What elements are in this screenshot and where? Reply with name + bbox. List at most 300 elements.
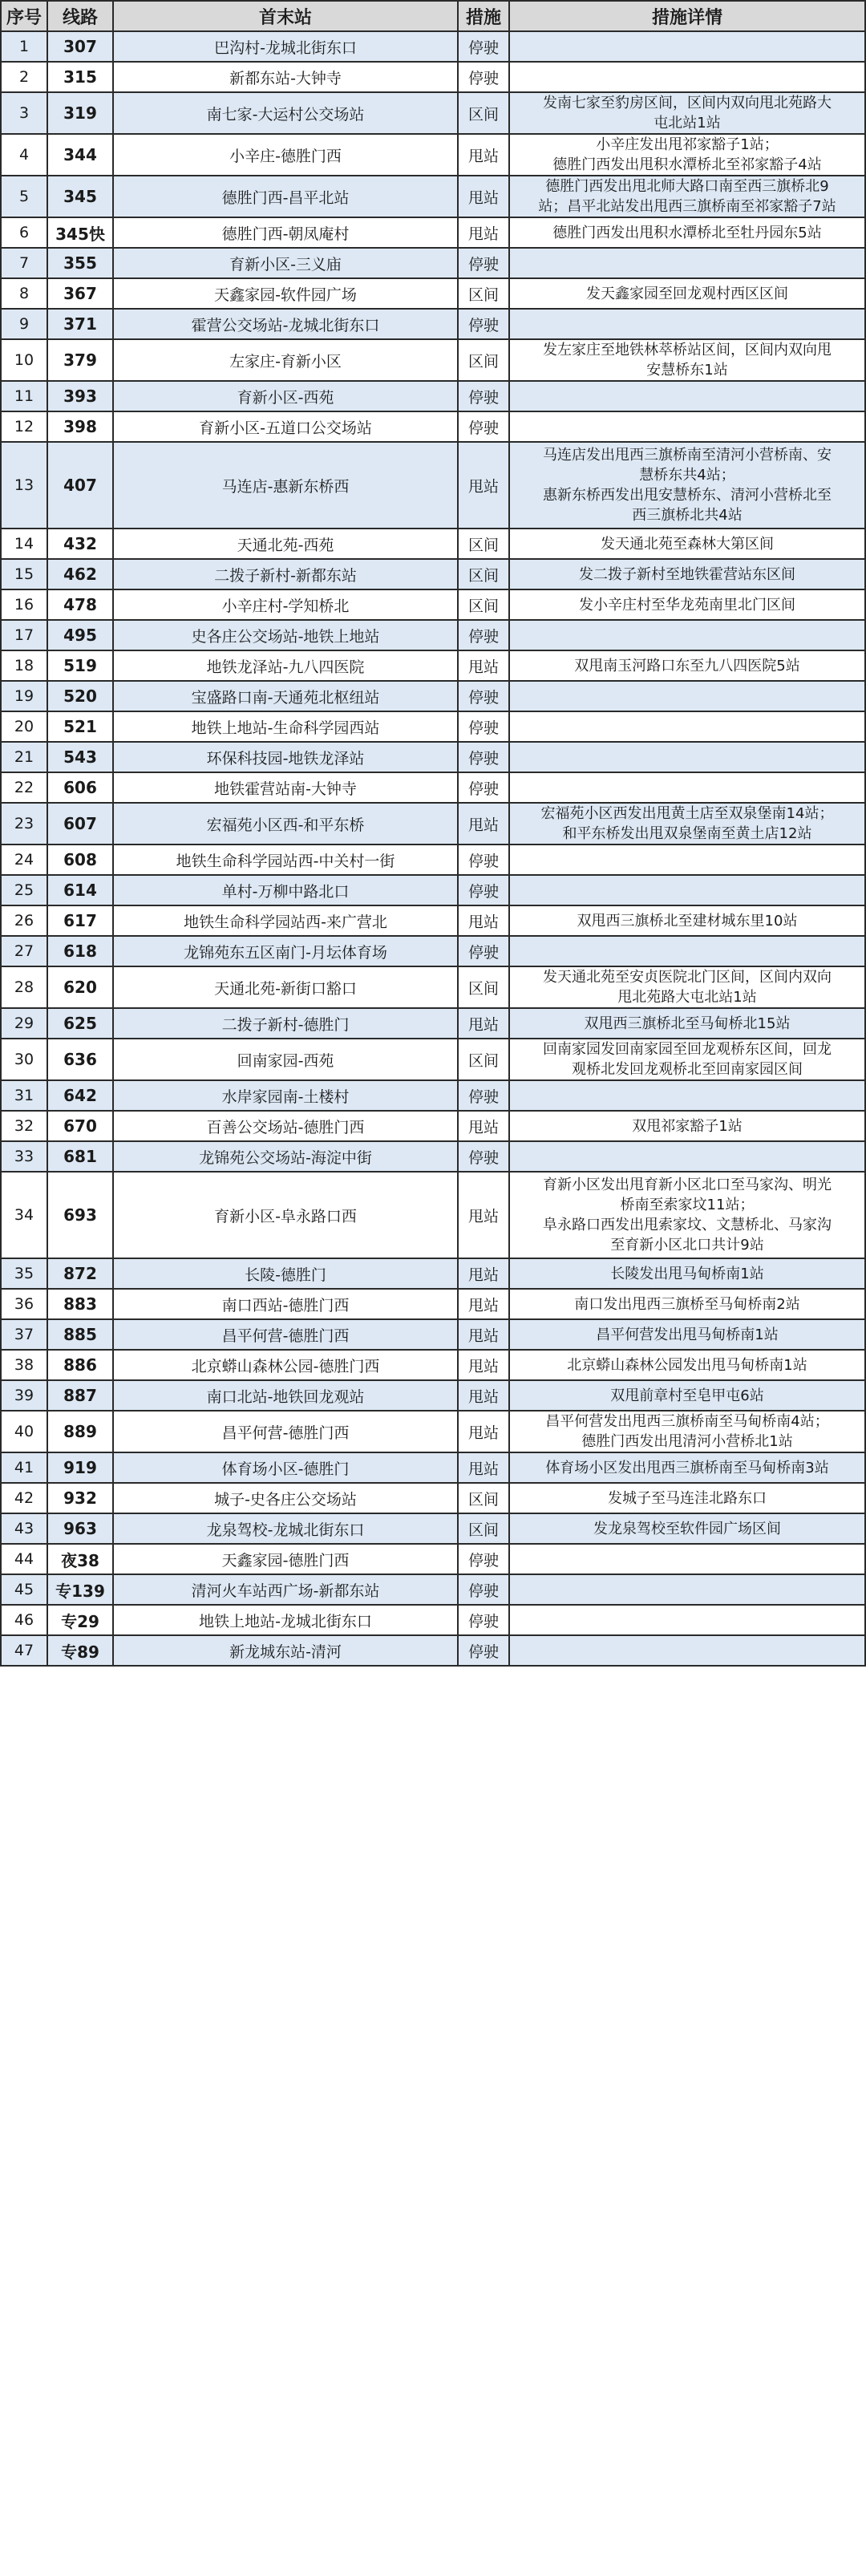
cell-action: 停驶 xyxy=(458,1080,509,1111)
cell-line: 625 xyxy=(47,1008,113,1039)
cell-action: 停驶 xyxy=(458,875,509,905)
details-line: 发南七家至豹房区间，区间内双向甩北苑路大 xyxy=(543,95,832,111)
cell-details xyxy=(509,1172,865,1258)
cell-no: 2 xyxy=(1,62,47,92)
table-row xyxy=(1,1574,865,1605)
cell-line: 617 xyxy=(47,905,113,936)
cell-details xyxy=(509,1635,865,1666)
cell-stops: 昌平何营-德胜门西 xyxy=(113,1411,458,1452)
cell-line: 462 xyxy=(47,559,113,589)
cell-line: 670 xyxy=(47,1111,113,1141)
cell-line: 478 xyxy=(47,589,113,620)
cell-stops: 南口西站-德胜门西 xyxy=(113,1289,458,1319)
cell-stops: 城子-史各庄公交场站 xyxy=(113,1483,458,1513)
cell-details xyxy=(509,1258,865,1289)
cell-action: 停驶 xyxy=(458,1605,509,1635)
cell-line: 919 xyxy=(47,1452,113,1483)
cell-details xyxy=(509,92,865,134)
table-row xyxy=(1,905,865,936)
cell-line: 495 xyxy=(47,620,113,650)
cell-action: 甩站 xyxy=(458,1111,509,1141)
cell-stops: 昌平何营-德胜门西 xyxy=(113,1319,458,1350)
cell-line: 543 xyxy=(47,742,113,772)
cell-details xyxy=(509,442,865,529)
cell-stops: 环保科技园-地铁龙泽站 xyxy=(113,742,458,772)
cell-line: 693 xyxy=(47,1172,113,1258)
table-row xyxy=(1,411,865,442)
cell-details xyxy=(509,1039,865,1080)
cell-no: 6 xyxy=(1,217,47,248)
header-details: 措施详情 xyxy=(509,1,865,31)
cell-action: 甩站 xyxy=(458,217,509,248)
cell-no: 47 xyxy=(1,1635,47,1666)
cell-no: 13 xyxy=(1,442,47,529)
cell-line: 319 xyxy=(47,92,113,134)
details-line: 发龙泉驾校至软件园广场区间 xyxy=(593,1520,781,1537)
cell-line: 607 xyxy=(47,803,113,844)
details-line: 双甩西三旗桥北至马甸桥北15站 xyxy=(584,1015,791,1032)
cell-line: 夜38 xyxy=(47,1544,113,1574)
cell-action: 甩站 xyxy=(458,1172,509,1258)
details-line: 体育场小区发出甩西三旗桥南至马甸桥南3站 xyxy=(545,1459,829,1476)
cell-action: 甩站 xyxy=(458,442,509,529)
cell-stops: 史各庄公交场站-地铁上地站 xyxy=(113,620,458,650)
table-row xyxy=(1,134,865,176)
cell-action: 甩站 xyxy=(458,905,509,936)
cell-details xyxy=(509,278,865,309)
cell-no: 17 xyxy=(1,620,47,650)
cell-action: 停驶 xyxy=(458,1574,509,1605)
cell-details xyxy=(509,1319,865,1350)
cell-action: 停驶 xyxy=(458,1635,509,1666)
cell-no: 14 xyxy=(1,529,47,559)
cell-no: 21 xyxy=(1,742,47,772)
cell-no: 34 xyxy=(1,1172,47,1258)
details-line: 双甩西三旗桥北至建材城东里10站 xyxy=(577,912,798,930)
cell-stops: 宏福苑小区西-和平东桥 xyxy=(113,803,458,844)
cell-no: 12 xyxy=(1,411,47,442)
cell-line: 886 xyxy=(47,1350,113,1380)
cell-action: 甩站 xyxy=(458,1452,509,1483)
table-row xyxy=(1,803,865,844)
cell-stops: 二拨子新村-新都东站 xyxy=(113,559,458,589)
cell-line: 636 xyxy=(47,1039,113,1080)
cell-no: 33 xyxy=(1,1141,47,1172)
cell-action: 停驶 xyxy=(458,844,509,875)
table-row xyxy=(1,1635,865,1666)
cell-no: 16 xyxy=(1,589,47,620)
cell-details xyxy=(509,936,865,966)
cell-details xyxy=(509,875,865,905)
cell-line: 887 xyxy=(47,1380,113,1411)
table-row xyxy=(1,1319,865,1350)
cell-line: 521 xyxy=(47,711,113,742)
details-line: 和平东桥发出甩双泉堡南至黄土店12站 xyxy=(562,825,812,842)
details-line: 宏福苑小区西发出甩黄土店至双泉堡南14站； xyxy=(540,805,834,822)
cell-action: 甩站 xyxy=(458,1008,509,1039)
cell-no: 43 xyxy=(1,1513,47,1544)
cell-stops: 龙泉驾校-龙城北街东口 xyxy=(113,1513,458,1544)
details-line: 德胜门西发出甩积水潭桥北至牡丹园东5站 xyxy=(552,224,822,241)
cell-line: 520 xyxy=(47,681,113,711)
details-line: 甩北苑路大屯北站1站 xyxy=(617,989,757,1006)
table-row xyxy=(1,176,865,217)
cell-action: 停驶 xyxy=(458,936,509,966)
cell-details xyxy=(509,1289,865,1319)
cell-details xyxy=(509,1483,865,1513)
details-line: 发城子至马连洼北路东口 xyxy=(608,1489,767,1507)
table-row xyxy=(1,1483,865,1513)
cell-line: 432 xyxy=(47,529,113,559)
cell-stops: 地铁上地站-生命科学园西站 xyxy=(113,711,458,742)
cell-no: 20 xyxy=(1,711,47,742)
table-row xyxy=(1,772,865,803)
cell-action: 甩站 xyxy=(458,803,509,844)
cell-line: 345快 xyxy=(47,217,113,248)
cell-no: 39 xyxy=(1,1380,47,1411)
cell-details xyxy=(509,31,865,62)
cell-details xyxy=(509,309,865,339)
cell-line: 608 xyxy=(47,844,113,875)
cell-line: 614 xyxy=(47,875,113,905)
cell-details xyxy=(509,589,865,620)
cell-action: 区间 xyxy=(458,1513,509,1544)
cell-action: 停驶 xyxy=(458,31,509,62)
table-row xyxy=(1,62,865,92)
cell-line: 681 xyxy=(47,1141,113,1172)
cell-line: 889 xyxy=(47,1411,113,1452)
details-line: 长陵发出甩马甸桥南1站 xyxy=(610,1265,764,1282)
cell-stops: 育新小区-阜永路口西 xyxy=(113,1172,458,1258)
cell-line: 932 xyxy=(47,1483,113,1513)
header-row xyxy=(1,1,865,31)
cell-no: 44 xyxy=(1,1544,47,1574)
cell-line: 606 xyxy=(47,772,113,803)
cell-stops: 新龙城东站-清河 xyxy=(113,1635,458,1666)
table-row xyxy=(1,681,865,711)
table-row xyxy=(1,442,865,529)
cell-stops: 地铁生命科学园站西-来广营北 xyxy=(113,905,458,936)
table-row xyxy=(1,1411,865,1452)
cell-line: 398 xyxy=(47,411,113,442)
table-row xyxy=(1,620,865,650)
cell-action: 甩站 xyxy=(458,134,509,176)
cell-no: 31 xyxy=(1,1080,47,1111)
table-row xyxy=(1,1008,865,1039)
cell-action: 甩站 xyxy=(458,176,509,217)
cell-action: 甩站 xyxy=(458,650,509,681)
cell-action: 停驶 xyxy=(458,381,509,411)
cell-details xyxy=(509,1574,865,1605)
cell-no: 37 xyxy=(1,1319,47,1350)
cell-action: 区间 xyxy=(458,1483,509,1513)
cell-stops: 育新小区-五道口公交场站 xyxy=(113,411,458,442)
cell-line: 519 xyxy=(47,650,113,681)
cell-stops: 天鑫家园-德胜门西 xyxy=(113,1544,458,1574)
details-line: 昌平何营发出甩西三旗桥南至马甸桥南4站； xyxy=(545,1413,829,1430)
cell-action: 停驶 xyxy=(458,1141,509,1172)
cell-line: 379 xyxy=(47,339,113,381)
cell-action: 停驶 xyxy=(458,620,509,650)
cell-action: 停驶 xyxy=(458,681,509,711)
cell-action: 区间 xyxy=(458,339,509,381)
cell-no: 22 xyxy=(1,772,47,803)
details-line: 安慧桥东1站 xyxy=(646,362,728,379)
cell-stops: 单村-万柳中路北口 xyxy=(113,875,458,905)
table-row xyxy=(1,529,865,559)
details-line: 双甩南玉河路口东至九八四医院5站 xyxy=(574,657,800,674)
cell-stops: 德胜门西-昌平北站 xyxy=(113,176,458,217)
table-row xyxy=(1,1380,865,1411)
cell-line: 344 xyxy=(47,134,113,176)
cell-details xyxy=(509,1350,865,1380)
cell-action: 区间 xyxy=(458,589,509,620)
cell-stops: 南口北站-地铁回龙观站 xyxy=(113,1380,458,1411)
cell-details xyxy=(509,1080,865,1111)
cell-stops: 南七家-大运村公交场站 xyxy=(113,92,458,134)
cell-no: 28 xyxy=(1,966,47,1008)
details-line: 发左家庄至地铁林萃桥站区间，区间内双向甩 xyxy=(543,342,832,358)
cell-line: 专139 xyxy=(47,1574,113,1605)
cell-no: 46 xyxy=(1,1605,47,1635)
cell-no: 27 xyxy=(1,936,47,966)
details-line: 至育新小区北口共计9站 xyxy=(610,1237,764,1254)
table-row xyxy=(1,1289,865,1319)
cell-line: 885 xyxy=(47,1319,113,1350)
cell-no: 8 xyxy=(1,278,47,309)
cell-details xyxy=(509,966,865,1008)
cell-details xyxy=(509,529,865,559)
cell-details xyxy=(509,650,865,681)
cell-action: 区间 xyxy=(458,966,509,1008)
details-line: 阜永路口西发出甩索家坟、文慧桥北、马家沟 xyxy=(543,1217,832,1233)
cell-action: 区间 xyxy=(458,559,509,589)
cell-no: 35 xyxy=(1,1258,47,1289)
cell-no: 18 xyxy=(1,650,47,681)
cell-action: 停驶 xyxy=(458,248,509,278)
cell-no: 41 xyxy=(1,1452,47,1483)
cell-no: 11 xyxy=(1,381,47,411)
cell-action: 甩站 xyxy=(458,1319,509,1350)
cell-line: 872 xyxy=(47,1258,113,1289)
cell-stops: 育新小区-西苑 xyxy=(113,381,458,411)
table-row xyxy=(1,936,865,966)
cell-no: 38 xyxy=(1,1350,47,1380)
cell-no: 40 xyxy=(1,1411,47,1452)
cell-line: 355 xyxy=(47,248,113,278)
cell-details xyxy=(509,1141,865,1172)
table-row xyxy=(1,650,865,681)
cell-details xyxy=(509,134,865,176)
details-line: 西三旗桥北共4站 xyxy=(632,507,743,524)
cell-details xyxy=(509,411,865,442)
table-row xyxy=(1,248,865,278)
details-line: 桥南至索家坟11站； xyxy=(620,1197,755,1213)
cell-details xyxy=(509,1008,865,1039)
cell-details xyxy=(509,62,865,92)
cell-no: 15 xyxy=(1,559,47,589)
cell-details xyxy=(509,905,865,936)
table-row xyxy=(1,1605,865,1635)
details-line: 德胜门西发出甩北师大路口南至西三旗桥北9 xyxy=(545,178,829,195)
cell-details xyxy=(509,772,865,803)
cell-action: 甩站 xyxy=(458,1289,509,1319)
cell-details xyxy=(509,1111,865,1141)
cell-stops: 天通北苑-西苑 xyxy=(113,529,458,559)
cell-stops: 宝盛路口南-天通苑北枢纽站 xyxy=(113,681,458,711)
cell-action: 停驶 xyxy=(458,309,509,339)
cell-no: 23 xyxy=(1,803,47,844)
table-row xyxy=(1,1172,865,1258)
table-row xyxy=(1,1258,865,1289)
cell-details xyxy=(509,742,865,772)
cell-details xyxy=(509,681,865,711)
header-line: 线路 xyxy=(47,1,113,31)
cell-action: 甩站 xyxy=(458,1350,509,1380)
cell-stops: 霍营公交场站-龙城北街东口 xyxy=(113,309,458,339)
details-line: 回南家园发回南家园至回龙观桥东区间，回龙 xyxy=(543,1041,832,1058)
cell-no: 25 xyxy=(1,875,47,905)
header-stops: 首末站 xyxy=(113,1,458,31)
cell-stops: 育新小区-三义庙 xyxy=(113,248,458,278)
cell-stops: 体育场小区-德胜门 xyxy=(113,1452,458,1483)
cell-stops: 清河火车站西广场-新都东站 xyxy=(113,1574,458,1605)
cell-line: 963 xyxy=(47,1513,113,1544)
table-row xyxy=(1,1452,865,1483)
cell-stops: 小辛庄-德胜门西 xyxy=(113,134,458,176)
cell-line: 620 xyxy=(47,966,113,1008)
details-line: 观桥北发回龙观桥北至回南家园区间 xyxy=(572,1061,803,1078)
cell-no: 36 xyxy=(1,1289,47,1319)
cell-line: 618 xyxy=(47,936,113,966)
cell-line: 专29 xyxy=(47,1605,113,1635)
table-row xyxy=(1,381,865,411)
cell-action: 区间 xyxy=(458,529,509,559)
table-row xyxy=(1,1039,865,1080)
cell-details xyxy=(509,803,865,844)
cell-stops: 百善公交场站-德胜门西 xyxy=(113,1111,458,1141)
details-line: 发天通北苑至森林大第区间 xyxy=(601,535,774,553)
cell-no: 45 xyxy=(1,1574,47,1605)
cell-line: 883 xyxy=(47,1289,113,1319)
cell-stops: 地铁龙泽站-九八四医院 xyxy=(113,650,458,681)
table-row xyxy=(1,217,865,248)
cell-action: 停驶 xyxy=(458,62,509,92)
cell-no: 24 xyxy=(1,844,47,875)
table-row xyxy=(1,1111,865,1141)
cell-no: 26 xyxy=(1,905,47,936)
cell-details xyxy=(509,1411,865,1452)
cell-line: 315 xyxy=(47,62,113,92)
cell-details xyxy=(509,559,865,589)
details-line: 小辛庄发出甩祁家豁子1站； xyxy=(596,136,779,153)
cell-details xyxy=(509,339,865,381)
table-row xyxy=(1,711,865,742)
table-row xyxy=(1,1080,865,1111)
cell-action: 停驶 xyxy=(458,1544,509,1574)
cell-details xyxy=(509,844,865,875)
cell-action: 停驶 xyxy=(458,411,509,442)
cell-no: 5 xyxy=(1,176,47,217)
cell-stops: 地铁霍营站南-大钟寺 xyxy=(113,772,458,803)
cell-stops: 水岸家园南-土楼村 xyxy=(113,1080,458,1111)
cell-stops: 左家庄-育新小区 xyxy=(113,339,458,381)
cell-stops: 巴沟村-龙城北街东口 xyxy=(113,31,458,62)
cell-no: 7 xyxy=(1,248,47,278)
details-line: 马连店发出甩西三旗桥南至清河小营桥南、安 xyxy=(543,447,832,464)
cell-stops: 龙锦苑东五区南门-月坛体育场 xyxy=(113,936,458,966)
cell-line: 专89 xyxy=(47,1635,113,1666)
cell-details xyxy=(509,248,865,278)
cell-details xyxy=(509,711,865,742)
cell-no: 29 xyxy=(1,1008,47,1039)
table-row xyxy=(1,1141,865,1172)
table-row xyxy=(1,309,865,339)
table-row xyxy=(1,875,865,905)
cell-stops: 地铁生命科学园站西-中关村一街 xyxy=(113,844,458,875)
details-line: 育新小区发出甩育新小区北口至马家沟、明光 xyxy=(543,1177,832,1193)
details-line: 南口发出甩西三旗桥至马甸桥南2站 xyxy=(574,1295,800,1313)
cell-no: 30 xyxy=(1,1039,47,1080)
details-line: 双甩祁家豁子1站 xyxy=(632,1117,743,1135)
header-action: 措施 xyxy=(458,1,509,31)
cell-stops: 马连店-惠新东桥西 xyxy=(113,442,458,529)
details-line: 慧桥东共4站； xyxy=(639,467,735,484)
details-line: 北京蟒山森林公园发出甩马甸桥南1站 xyxy=(567,1356,807,1374)
cell-line: 367 xyxy=(47,278,113,309)
cell-action: 区间 xyxy=(458,1039,509,1080)
details-line: 双甩前章村至皂甲屯6站 xyxy=(610,1387,764,1404)
cell-line: 393 xyxy=(47,381,113,411)
cell-details xyxy=(509,176,865,217)
cell-line: 371 xyxy=(47,309,113,339)
cell-no: 3 xyxy=(1,92,47,134)
cell-no: 10 xyxy=(1,339,47,381)
cell-details xyxy=(509,1544,865,1574)
table-row xyxy=(1,1513,865,1544)
cell-stops: 长陵-德胜门 xyxy=(113,1258,458,1289)
table-row xyxy=(1,844,865,875)
table-row xyxy=(1,589,865,620)
table-row xyxy=(1,339,865,381)
details-line: 发天通北苑至安贞医院北门区间，区间内双向 xyxy=(543,969,832,986)
table-row xyxy=(1,559,865,589)
cell-details xyxy=(509,381,865,411)
details-line: 惠新东桥西发出甩安慧桥东、清河小营桥北至 xyxy=(543,487,832,504)
details-line: 德胜门西发出甩积水潭桥北至祁家豁子4站 xyxy=(552,156,822,173)
cell-details xyxy=(509,1605,865,1635)
table-row xyxy=(1,1350,865,1380)
table-row xyxy=(1,1544,865,1574)
details-line: 发小辛庄村至华龙苑南里北门区间 xyxy=(579,596,795,614)
table-row xyxy=(1,31,865,62)
cell-details xyxy=(509,1380,865,1411)
cell-line: 642 xyxy=(47,1080,113,1111)
cell-no: 1 xyxy=(1,31,47,62)
cell-stops: 德胜门西-朝凤庵村 xyxy=(113,217,458,248)
cell-details xyxy=(509,1452,865,1483)
cell-action: 停驶 xyxy=(458,711,509,742)
cell-stops: 天通北苑-新街口豁口 xyxy=(113,966,458,1008)
details-line: 发二拨子新村至地铁霍营站东区间 xyxy=(579,565,795,583)
details-line: 站；昌平北站发出甩西三旗桥南至祁家豁子7站 xyxy=(538,198,836,215)
cell-line: 407 xyxy=(47,442,113,529)
cell-action: 甩站 xyxy=(458,1411,509,1452)
cell-line: 345 xyxy=(47,176,113,217)
cell-action: 停驶 xyxy=(458,772,509,803)
details-line: 屯北站1站 xyxy=(654,115,721,132)
cell-stops: 天鑫家园-软件园广场 xyxy=(113,278,458,309)
